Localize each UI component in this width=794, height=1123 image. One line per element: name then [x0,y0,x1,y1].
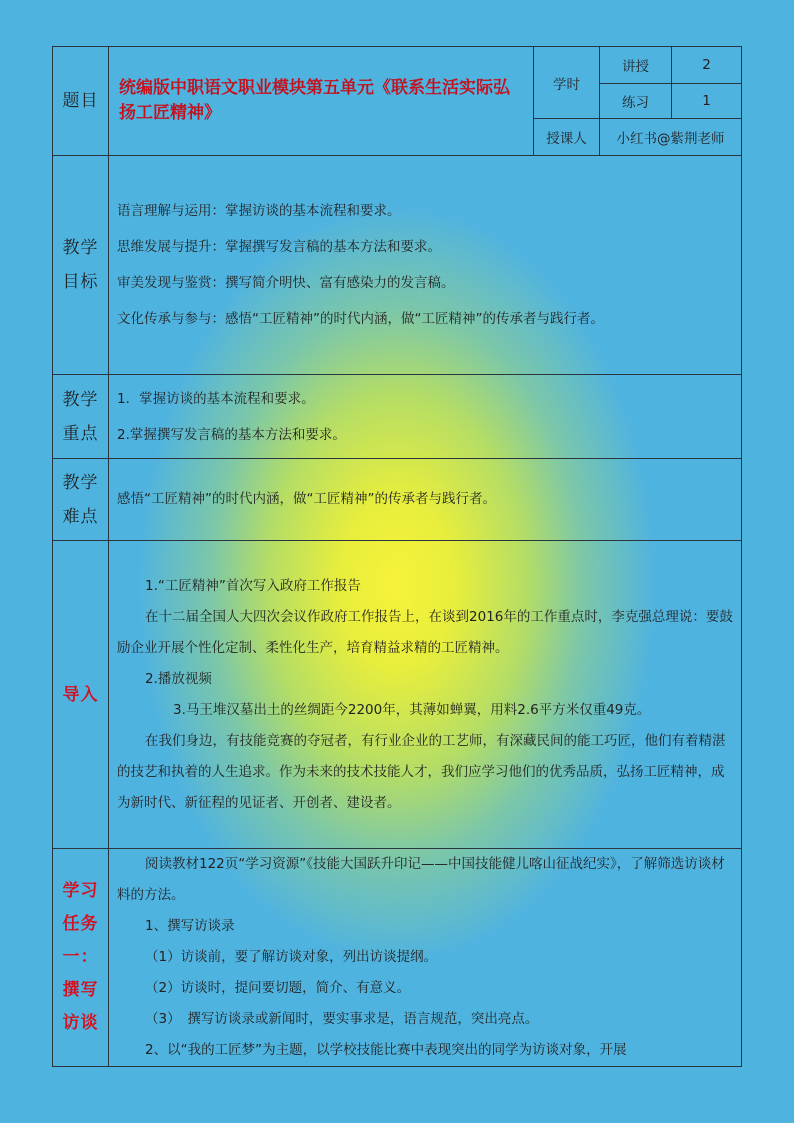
task1-label [53,849,109,1067]
task1-label-line: 访谈 [62,1013,99,1033]
key-points-label [53,375,109,459]
lecture-value: 2 [672,47,742,84]
task1-label-line: 一： [62,947,99,967]
difficulties-label-line: 难点 [62,506,99,527]
hours-label: 学时 [534,47,600,119]
intro-paragraph: 1.“工匠精神”首次写入政府工作报告 [145,577,361,594]
objective-item: 审美发现与鉴赏：撰写简介明快、富有感染力的发言稿。 [117,275,455,291]
objectives-label [53,156,109,375]
task1-label-line: 撰写 [62,980,99,1000]
topic-title: 统编版中职语文职业模块第五单元《联系生活实际弘扬工匠精神》 [109,47,534,156]
objective-item: 语言理解与运用：掌握访谈的基本流程和要求。 [117,203,401,219]
objective-item: 思维发展与提升：掌握撰写发言稿的基本方法和要求。 [117,239,441,255]
key-point-item: 1．掌握访谈的基本流程和要求。 [117,390,315,407]
intro-paragraph: 2.播放视频 [145,670,212,687]
task1-label-line: 任务 [62,914,99,934]
task1-paragraph: 2、以“我的工匠梦”为主题，以学校技能比赛中表现突出的同学为访谈对象，开展 [145,1042,627,1058]
teacher-label: 授课人 [534,119,600,156]
task1-paragraph: （2）访谈时，提问要切题，简介、有意义。 [145,980,411,996]
intro-paragraph: 在我们身边，有技能竞赛的夺冠者，有行业企业的工艺师，有深藏民间的能工巧匠，他们有着精湛的技艺和执着的人生追求。作为未来的技术技能人才，我们应学习他们的优秀品质，弘扬工匠精神，成为新时代、新征程的见证者、开创者、建设者。 [117,732,726,811]
practice-value: 1 [672,84,742,119]
practice-label: 练习 [600,84,672,119]
lesson-plan-table [52,46,742,1067]
task1-paragraph: （3） 撰写访谈录或新闻时，要实事求是，语言规范，突出亮点。 [145,1011,539,1027]
objective-item: 文化传承与参与：感悟“工匠精神”的时代内涵，做“工匠精神”的传承者与践行者。 [117,311,604,327]
lecture-label: 讲授 [600,47,672,84]
objectives-label-line: 教学 [62,238,99,258]
intro-content [109,541,742,849]
task1-paragraph: （1）访谈前，要了解访谈对象，列出访谈提纲。 [145,949,438,965]
teacher-value: 小红书@紫荆老师 [600,119,742,156]
difficulties-label [53,459,109,541]
difficulties-label-line: 教学 [62,472,99,493]
task1-label-line: 学习 [62,881,99,901]
topic-label: 题目 [53,47,109,156]
difficulties-content: 感悟“工匠精神”的时代内涵，做“工匠精神”的传承者与践行者。 [109,459,742,541]
intro-label: 导入 [53,541,109,849]
task1-content [109,849,742,1067]
key-points-content [109,375,742,459]
intro-paragraph: 3.马王堆汉墓出土的丝绸距今2200年，其薄如蝉翼，用料2.6平方米仅重49克。 [173,701,651,718]
task1-paragraph: 阅读教材122页“学习资源”《技能大国跃升印记——中国技能健儿喀山征战纪实》，了解筛选访谈材料的方法。 [117,856,725,903]
task1-paragraph: 1、撰写访谈录 [145,918,235,934]
intro-paragraph: 在十二届全国人大四次会议作政府工作报告上，在谈到2016年的工作重点时，李克强总理说：要鼓励企业开展个性化定制、柔性化生产，培育精益求精的工匠精神。 [117,608,733,656]
objectives-content [109,156,742,375]
objectives-label-line: 目标 [62,272,99,292]
key-points-label-line: 重点 [62,423,99,444]
key-point-item: 2.掌握撰写发言稿的基本方法和要求。 [117,426,346,443]
key-points-label-line: 教学 [62,389,99,410]
